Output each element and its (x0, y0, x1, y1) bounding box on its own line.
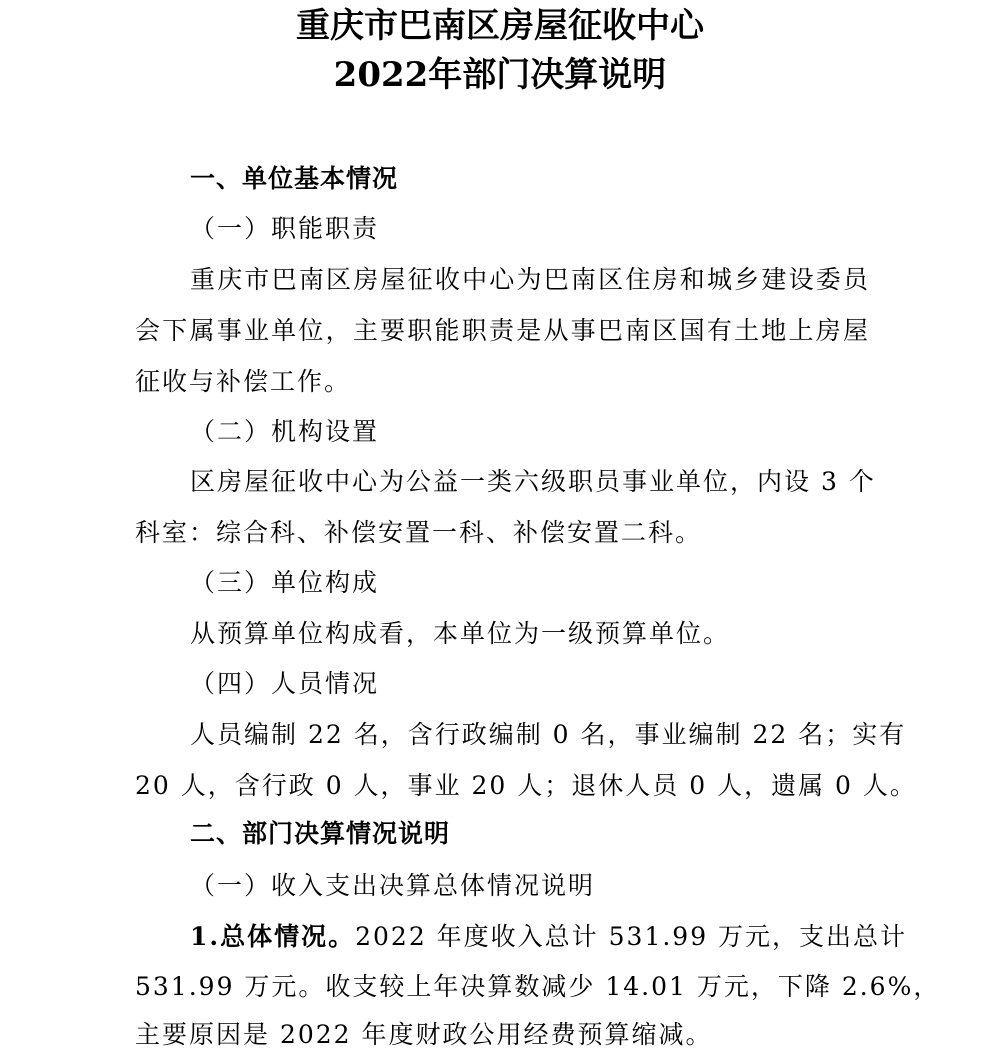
paragraph-line-with-lead (190, 921, 908, 953)
subsection-heading-staff: （四）人员情况 (190, 669, 380, 698)
paragraph-line: 区房屋征收中心为公益一类六级职员事业单位，内设 3 个 (190, 467, 876, 496)
paragraph-line: 征收与补偿工作。 (135, 367, 352, 396)
subsection-heading-duties: （一）职能职责 (190, 214, 380, 243)
paragraph-line: 主要原因是 2022 年度财政公用经费预算缩减。 (135, 1020, 713, 1049)
paragraph-line: 从预算单位构成看，本单位为一级预算单位。 (190, 619, 731, 648)
paragraph-lead: 1.总体情况。 (190, 922, 356, 951)
subsection-heading-organization: （二）机构设置 (190, 417, 380, 446)
document-title-line-1: 重庆市巴南区房屋征收中心 (296, 6, 704, 46)
subsection-heading-composition: （三）单位构成 (190, 568, 380, 597)
paragraph-line: 2022 年度收入总计 531.99 万元，支出总计 (355, 922, 908, 951)
subsection-heading-income-expense: （一）收入支出决算总体情况说明 (190, 871, 596, 900)
paragraph-line: 531.99 万元。收支较上年决算数减少 14.01 万元，下降 2.6%， (135, 972, 941, 1001)
document-title-line-2: 2022年部门决算说明 (333, 55, 667, 95)
section-heading-2: 二、部门决算情况说明 (190, 819, 451, 848)
paragraph-line: 重庆市巴南区房屋征收中心为巴南区住房和城乡建设委员 (190, 265, 870, 294)
paragraph-line: 20 人，含行政 0 人，事业 20 人；退休人员 0 人，遗属 0 人。 (135, 771, 917, 800)
paragraph-line: 科室：综合科、补偿安置一科、补偿安置二科。 (135, 518, 703, 547)
section-heading-1: 一、单位基本情况 (190, 164, 399, 193)
paragraph-line: 人员编制 22 名，含行政编制 0 名，事业编制 22 名；实有 (190, 720, 907, 749)
paragraph-line: 会下属事业单位，主要职能职责是从事巴南区国有土地上房屋 (135, 316, 870, 345)
